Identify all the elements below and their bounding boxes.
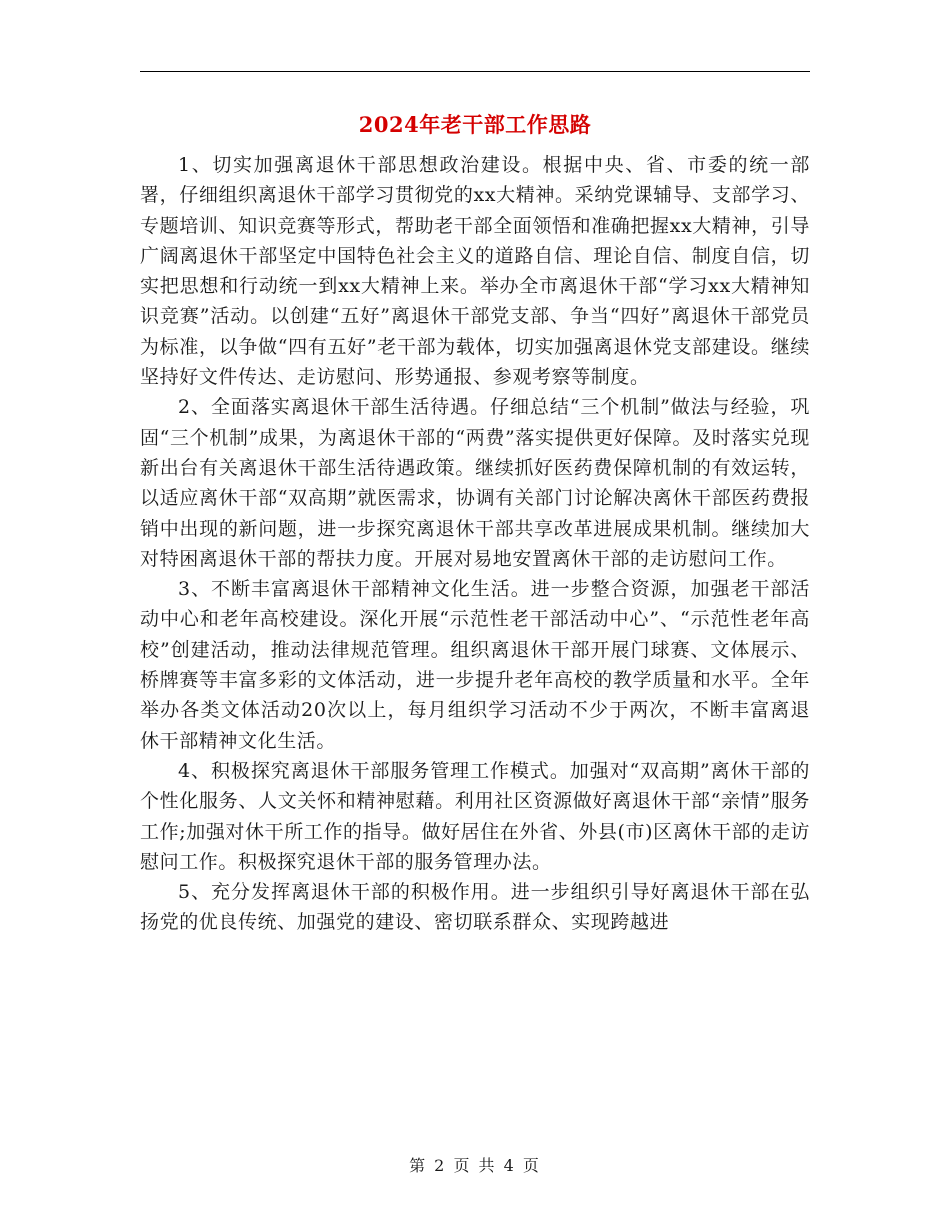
document-title: 2024年老干部工作思路 bbox=[358, 112, 592, 137]
header-rule bbox=[140, 71, 810, 72]
document-body bbox=[140, 150, 810, 938]
paragraph-5: 5、充分发挥离退休干部的积极作用。进一步组织引导好离退休干部在弘扬党的优良传统、加强党的建设、密切联系群众、实现跨越进 bbox=[140, 881, 810, 934]
paragraph-4: 4、积极探究离退休干部服务管理工作模式。加强对“双高期”离休干部的个性化服务、人文关怀和精神慰藉。利用社区资源做好离退休干部“亲情”服务工作;加强对休干所工作的指导。做好居住在外省、外县(市)区离休干部的走访慰问工作。积极探究退休干部的服务管理办法。 bbox=[140, 759, 810, 873]
paragraph-3: 3、不断丰富离退休干部精神文化生活。进一步整合资源，加强老干部活动中心和老年高校建设。深化开展“示范性老干部活动中心”、“示范性老年高校”创建活动，推动法律规范管理。组织离退休干部开展门球赛、文体展示、桥牌赛等丰富多彩的文体活动，进一步提升老年高校的教学质量和水平。全年举办各类文体活动20次以上，每月组织学习活动不少于两次，不断丰富离退休干部精神文化生活。 bbox=[140, 578, 810, 752]
paragraph-2: 2、全面落实离退休干部生活待遇。仔细总结“三个机制”做法与经验，巩固“三个机制”成果，为离退休干部的“两费”落实提供更好保障。及时落实兑现新出台有关离退休干部生活待遇政策。继续抓好医药费保障机制的有效运转，以适应离休干部“双高期”就医需求，协调有关部门讨论解决离休干部医药费报销中出现的新问题，进一步探究离退休干部共享改革进展成果机制。继续加大对特困离退休干部的帮扶力度。开展对易地安置离休干部的走访慰问工作。 bbox=[140, 396, 810, 570]
paragraph-1: 1、切实加强离退休干部思想政治建设。根据中央、省、市委的统一部署，仔细组织离退休干部学习贯彻党的xx大精神。采纳党课辅导、支部学习、专题培训、知识竞赛等形式，帮助老干部全面领悟和准确把握xx大精神，引导广阔离退休干部坚定中国特色社会主义的道路自信、理论自信、制度自信，切实把思想和行动统一到xx大精神上来。举办全市离退休干部“学习xx大精神知识竞赛”活动。以创建“五好”离退休干部党支部、争当“四好”离退休干部党员为标准，以争做“四有五好”老干部为载体，切实加强离退休党支部建设。继续坚持好文件传达、走访慰问、形势通报、参观考察等制度。 bbox=[140, 154, 810, 389]
page-number-footer: 第 2 页 共 4 页 bbox=[409, 1156, 541, 1175]
